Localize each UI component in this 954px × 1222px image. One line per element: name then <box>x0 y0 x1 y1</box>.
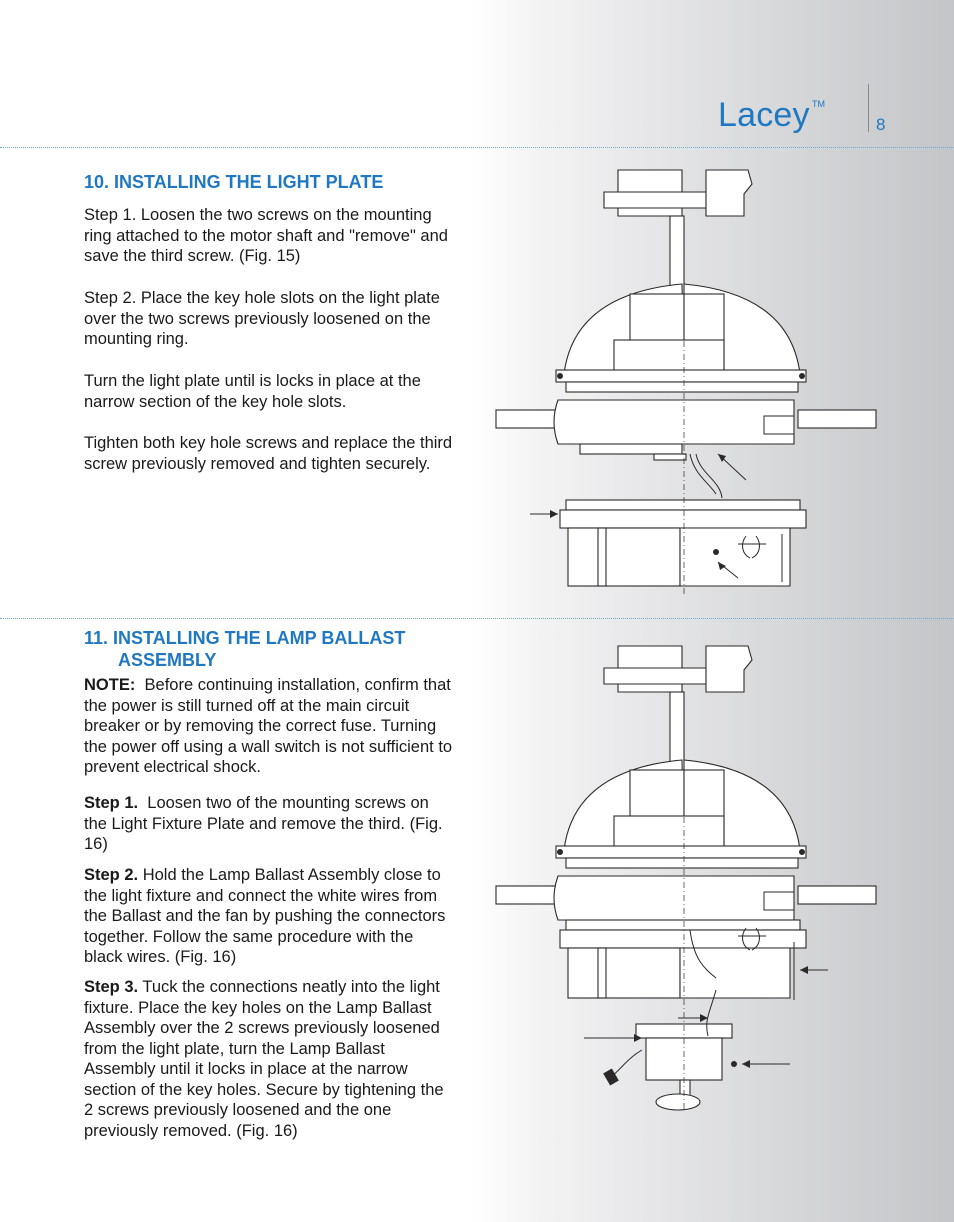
step-2-text: Hold the Lamp Ballast Assembly close to the light fixture and connect the white wires from the Ballast and the fan by pushing the connectors together. Follow the same procedure with the black wires. (Fig. 16) <box>84 866 446 966</box>
section-10-title: 10. INSTALLING THE LIGHT PLATE <box>84 172 384 192</box>
dotted-rule-top <box>0 147 954 148</box>
section-10-tighten: Tighten both key hole screws and replace the third screw previously removed and tighten securely. <box>84 434 453 473</box>
page-number: 8 <box>876 115 886 134</box>
section-11-title-line-1: 11. INSTALLING THE LAMP BALLAST <box>84 628 406 648</box>
dotted-rule-middle <box>0 618 954 619</box>
brand-title: Lacey <box>718 96 810 134</box>
section-10-turn: Turn the light plate until is locks in place at the narrow section of the key hole slots. <box>84 372 421 411</box>
step-2-label: Step 2. <box>84 866 139 884</box>
note-label: NOTE: <box>84 676 136 694</box>
step-3-text: Tuck the connections neatly into the light fixture. Place the key holes on the Lamp Ballast Assembly over the 2 screws previously loosened from the light plate, turn the Lamp Ballast Assembly until it locks in place at the narrow section of the key holes. Secure by tightening the 2 screws previously loosened and the one previously removed. (Fig. 16) <box>84 978 444 1140</box>
figure-16-lamp-ballast-diagram <box>494 640 878 1120</box>
step-1-label: Step 1. <box>84 794 139 812</box>
figure-15-light-plate-diagram <box>494 164 878 604</box>
note-text: Before continuing installation, confirm that the power is still turned off at the main circuit breaker or by removing the correct fuse. Turning the power off using a wall switch is not sufficient to prevent electrical shock. <box>84 676 453 776</box>
step-3-label: Step 3. <box>84 978 139 996</box>
section-11-step-2 <box>84 865 456 968</box>
section-10-step-1: Step 1. Loosen the two screws on the mounting ring attached to the motor shaft and "remove" and save the third screw. (Fig. 15) <box>84 206 448 265</box>
section-10-step-2: Step 2. Place the key hole slots on the light plate over the two screws previously loosened on the mounting ring. <box>84 289 440 348</box>
section-11-step-3 <box>84 977 456 1141</box>
trademark-mark: TM <box>812 99 825 109</box>
section-11-note <box>84 675 456 778</box>
section-11-title <box>84 627 405 671</box>
section-11-title-line-2: ASSEMBLY <box>118 650 217 670</box>
header-divider <box>868 84 869 132</box>
section-11-step-1 <box>84 793 456 855</box>
step-1-text: Loosen two of the mounting screws on the Light Fixture Plate and remove the third. (Fig. 16) <box>84 794 443 853</box>
